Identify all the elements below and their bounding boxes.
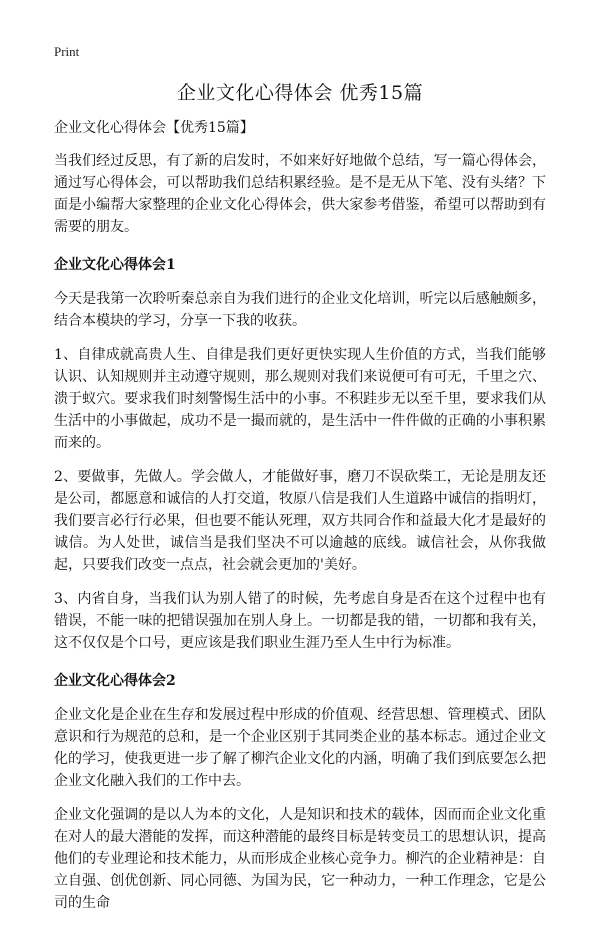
document-body	[54, 118, 546, 926]
section-1-paragraph-3: 2、要做事，先做人。学会做人，才能做好事，磨刀不误砍柴工，无论是朋友还是公司，都愿意和诚信的人打交道，牧原八信是我们人生道路中诚信的指明灯，我们要言必行行必果，但也要不能认死理，双方共同合作和益最大化才是最好的诚信。为人处世，诚信当是我们坚决不可以逾越的底线。诚信社会，从你我做起，只要我们改变一点点，社会就会更加的'美好。	[54, 469, 546, 573]
section-2-paragraph-2: 企业文化强调的是以人为本的文化，人是知识和技术的载体，因而而企业文化重在对人的最大潜能的发挥，而这种潜能的最终目标是转变员工的思想认识，提高他们的专业理论和技术能力，从而形成企业核心竞争力。柳汽的企业精神是：自立自强、创优创新、同心同德、为国为民，它一种动力，一种工作理念，它是公司的生命	[54, 807, 546, 911]
section-2-paragraph-1: 企业文化是企业在生存和发展过程中形成的价值观、经营思想、管理模式、团队意识和行为规范的总和，是一个企业区别于其同类企业的基本标志。通过企业文化的学习，使我更进一步了解了柳汽企业文化的内涵，明确了我们到底要怎么把企业文化融入我们的工作中去。	[54, 707, 546, 789]
section-1-paragraph-1: 今天是我第一次聆听秦总亲自为我们进行的企业文化培训，听完以后感触颇多，结合本模块的学习，分享一下我的收获。	[54, 291, 546, 329]
section-1-heading: 企业文化心得体会1	[54, 257, 176, 273]
section-1-paragraph-2: 1、自律成就高贵人生、自律是我们更好更快实现人生价值的方式，当我们能够认识、认知规则并主动遵守规则，那么规则对我们来说便可有可无，千里之穴、溃于蚁穴。要求我们时刻警惕生活中的小事。不积跬步无以至千里，要求我们从生活中的小事做起，成功不是一撮而就的，是生活中一件件做的正确的小事积累而来的。	[54, 347, 546, 451]
document-title: 企业文化心得体会 优秀15篇	[176, 82, 424, 104]
print-label: Print	[54, 44, 80, 59]
document-subtitle: 企业文化心得体会【优秀15篇】	[54, 120, 254, 136]
section-2-heading: 企业文化心得体会2	[54, 673, 176, 689]
intro-paragraph: 当我们经过反思，有了新的启发时，不如来好好地做个总结，写一篇心得体会，通过写心得体会，可以帮助我们总结积累经验。是不是无从下笔、没有头绪？下面是小编帮大家整理的企业文化心得体会，供大家参考借鉴，希望可以帮助到有需要的朋友。	[54, 153, 546, 235]
section-1-paragraph-4: 3、内省自身，当我们认为别人错了的时候，先考虑自身是否在这个过程中也有错误，不能一味的把错误强加在别人身上。一切都是我的错，一切都和我有关，这不仅仅是个口号，更应该是我们职业生涯乃至人生中行为标准。	[54, 591, 546, 651]
